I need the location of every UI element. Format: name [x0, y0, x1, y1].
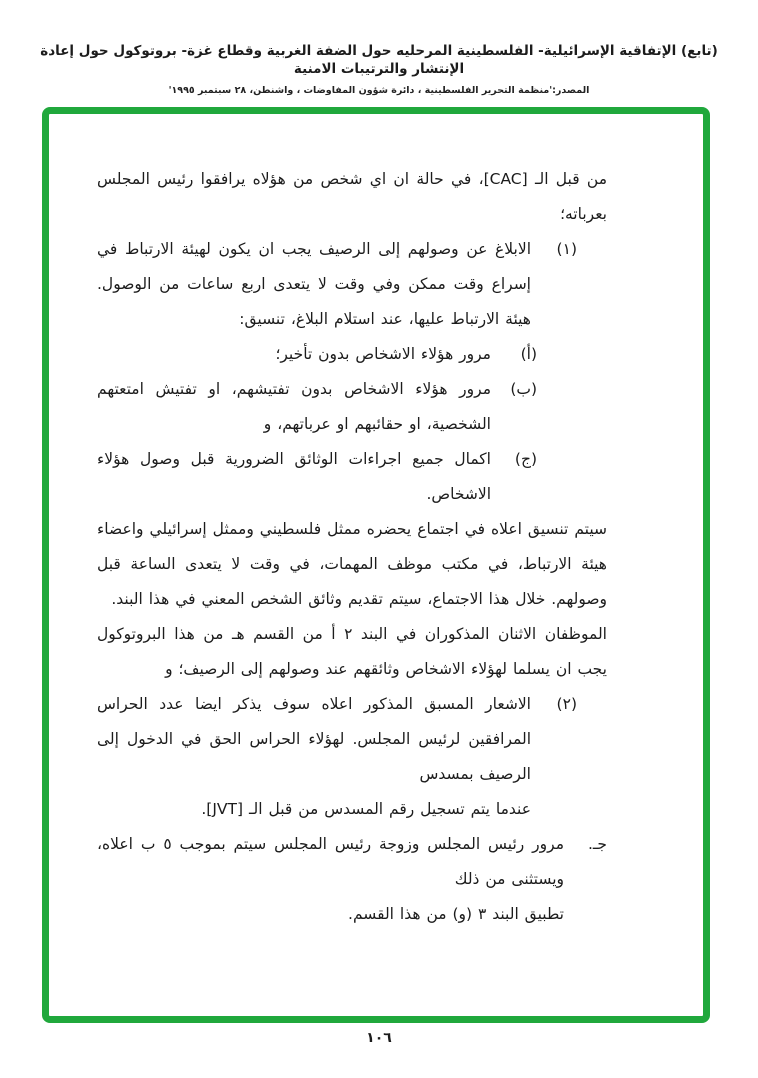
subitem-b-text: مرور هؤلاء الاشخاص بدون تفتيشهم، او تفتيش امتعتهم الشخصية، او حقائبهم او عرباتهم، و [97, 380, 491, 433]
item-2-text-indented: عندما يتم تسجيل رقم المسدس من قبل الـ [JVT]. [201, 800, 531, 818]
header-title: (تابع) الإتفاقية الإسرائيلية- الفلسطينية المرحليه حول الضفة الغربية وقطاع غزة- بروتوكول حول إعادة الإنتشار والترتيبات الامنية [40, 43, 718, 77]
subitem-a-text: مرور هؤلاء الاشخاص بدون تأخير؛ [275, 345, 491, 363]
item-2-text-main: الاشعار المسبق المذكور اعلاه سوف يذكر ايضا عدد الحراس المرافقين لرئيس المجلس. لهؤلاء الحراس الحق في الدخول إلى الرصيف بمسدس [97, 695, 531, 783]
page-number: ١٠٦ [366, 1030, 392, 1046]
item-j-text [97, 827, 564, 932]
intro-paragraph: من قبل الـ [CAC]، في حالة ان اي شخص من هؤلاه يرافقوا رئيس المجلس بعرباته؛ [97, 170, 608, 223]
subitem-a [97, 337, 537, 372]
item-1-marker: (١) [556, 240, 577, 258]
coordination-meeting-paragraph: سيتم تنسيق اعلاه في اجتماع يحضره ممثل فلسطيني وممثل إسرائيلي واعضاء هيئة الارتباط، في مكتب موظف المهمات، في وقت لا يتعدى الساعة قبل وصولهم. خلال هذا الاجتماع، سيتم تقديم وثائق الشخص المعني في هذا البند. [97, 520, 607, 608]
document-body [49, 114, 703, 932]
item-j-text-indented: تطبيق البند ٣ (و) من هذا القسم. [348, 905, 564, 923]
subitem-b [97, 372, 537, 442]
subitem-a-marker: (أ) [520, 345, 537, 363]
subitem-b-marker: (ب) [510, 380, 537, 398]
list-item-2 [97, 687, 607, 827]
subitem-c [97, 442, 537, 512]
item-j-text-main: مرور رئيس المجلس وزوجة رئيس المجلس سيتم بموجب ٥ ب اعلاه، ويستثنى من ذلك [97, 835, 564, 888]
document-header [0, 42, 758, 96]
item-j-marker: جـ. [587, 835, 607, 853]
subitem-c-text: اكمال جميع اجراءات الوثائق الضرورية قبل وصول هؤلاء الاشخاص. [97, 450, 491, 503]
item-2-marker: (٢) [556, 695, 577, 713]
header-source-line: المصدر:'منظمة التحرير الفلسطينية ، دائرة شؤون المفاوضات ، واشنطن، ٢٨ سبتمبر ١٩٩٥' [168, 85, 590, 96]
highlight-border-frame [42, 107, 710, 1023]
list-item-j [97, 827, 607, 932]
item-1-text: الابلاغ عن وصولهم إلى الرصيف يجب ان يكون لهيئة الارتباط في إسراع وقت ممكن وفي وقت لا يتعدى اربع ساعات من الوصول. هيئة الارتباط عليها، عند استلام البلاغ، تنسيق: [97, 240, 531, 328]
subitem-c-marker: (ج) [514, 450, 537, 468]
officials-paragraph: الموظفان الاثنان المذكوران في البند ٢ أ من القسم هـ من هذا البروتوكول يجب ان يسلما لهؤلاء الاشخاص وثائقهم عند وصولهم إلى الرصيف؛ و [97, 625, 607, 678]
item-2-text [97, 687, 531, 827]
list-item-1 [97, 232, 607, 337]
